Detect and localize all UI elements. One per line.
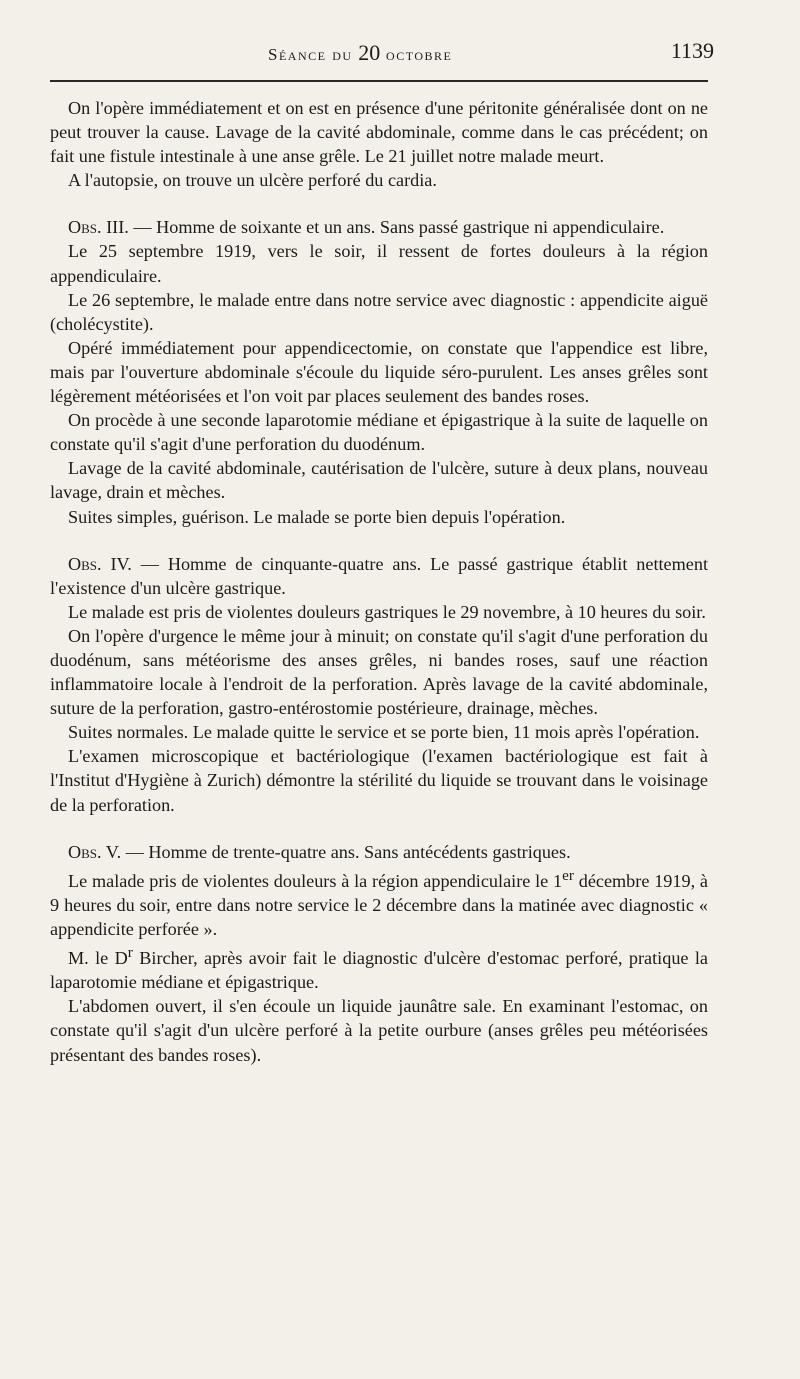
paragraph: Suites normales. Le malade quitte le service et se porte bien, 11 mois après l'opération. <box>68 722 700 743</box>
paragraph-text: Homme de trente-quatre ans. Sans antécédents gastriques. <box>148 841 571 862</box>
paragraph: L'abdomen ouvert, il s'en écoule un liquide jaunâtre sale. En examinant l'estomac, on constate qu'il s'agit d'un ulcère perforé à la petite ourbure (anses grêles peu météorisées présentant des bandes roses). <box>50 996 708 1065</box>
paragraph: Le 25 septembre 1919, vers le soir, il ressent de fortes douleurs à la région appendiculaire. <box>50 241 708 286</box>
paragraph: Lavage de la cavité abdominale, cautérisation de l'ulcère, suture à deux plans, nouveau lavage, drain et mèches. <box>50 458 708 503</box>
running-header <box>50 38 714 68</box>
paragraph: L'examen microscopique et bactériologique (l'examen bactériologique est fait à l'Institut d'Hygiène à Zurich) démontre la stérilité du liquide se trouvant dans le voisinage de la perforation. <box>50 746 708 815</box>
obs-label: Obs. V. <box>68 841 122 862</box>
paragraph: On l'opère d'urgence le même jour à minuit; on constate qu'il s'agit d'une perforation du duodénum, sans météorisme des anses grêles, ni bandes roses, sauf une réaction inflammatoire locale à l'endroit de la perforation. Après lavage de la cavité abdominale, suture de la perforation, gastro-entérostomie postérieure, drainage, mèches. <box>50 625 708 719</box>
dash: — <box>121 841 149 862</box>
paragraph <box>50 941 708 994</box>
paragraph <box>50 864 708 941</box>
title-text: Séance du <box>268 45 359 64</box>
observation-heading-paragraph <box>50 215 708 239</box>
paragraph-text: M. le D <box>68 948 128 969</box>
date-number: 1 <box>553 870 563 891</box>
superscript: r <box>127 944 133 962</box>
page-number: 1139 <box>670 38 714 63</box>
title-date-number: 20 <box>358 40 381 65</box>
paragraph-text: Homme de soixante et un ans. Sans passé gastrique ni appendiculaire. <box>156 217 665 238</box>
paragraph: On l'opère immédiatement et on est en présence d'une péritonite généralisée dont on ne peut trouver la cause. Lavage de la cavité abdominale, comme dans le cas précédent; on fait une fistule intestinale à une anse grêle. Le 21 juillet notre malade meurt. <box>50 98 708 167</box>
paragraph: Suites simples, guérison. Le malade se porte bien depuis l'opération. <box>68 506 566 527</box>
superscript: er <box>562 866 574 884</box>
paragraph-text: décembre 1919, à 9 heures du soir, entre dans notre service le 2 décembre dans la matinée avec diagnostic « appendicite perforée ». <box>50 870 708 939</box>
dash: — <box>128 217 157 238</box>
obs-label: Obs. IV. <box>68 553 132 574</box>
paragraph: A l'autopsie, on trouve un ulcère perforé du cardia. <box>68 170 437 191</box>
paragraph: Le malade est pris de violentes douleurs gastriques le 29 novembre, à 10 heures du soir. <box>68 601 706 622</box>
paragraph-text: Le malade pris de violentes douleurs à la région appendiculaire le <box>68 870 554 891</box>
dash: — <box>131 553 168 574</box>
title-month: octobre <box>380 45 453 64</box>
article-body <box>50 96 708 1067</box>
observation-heading-paragraph <box>50 840 708 864</box>
header-rule <box>50 80 708 82</box>
paragraph-text: Bircher, après avoir fait le diagnostic d'ulcère d'estomac perforé, pratique la laparotomie médiane et épigastrique. <box>50 948 709 993</box>
observation-heading-paragraph <box>50 552 708 600</box>
obs-label: Obs. III. <box>68 217 129 238</box>
running-title <box>268 40 452 66</box>
paragraph: On procède à une seconde laparotomie médiane et épigastrique à la suite de laquelle on constate qu'il s'agit d'une perforation du duodénum. <box>50 410 708 455</box>
paragraph: Opéré immédiatement pour appendicectomie, on constate que l'appendice est libre, mais par l'ouverture abdominale s'écoule du liquide séro-purulent. Les anses grêles sont légèrement météorisées et l'on voit par places seulement des bandes roses. <box>50 337 708 407</box>
paragraph: Le 26 septembre, le malade entre dans notre service avec diagnostic : appendicite aiguë (cholécystite). <box>50 289 708 334</box>
paragraph-text: Homme de cinquante-quatre ans. Le passé gastrique établit nettement l'existence d'un ulcère gastrique. <box>50 553 709 598</box>
